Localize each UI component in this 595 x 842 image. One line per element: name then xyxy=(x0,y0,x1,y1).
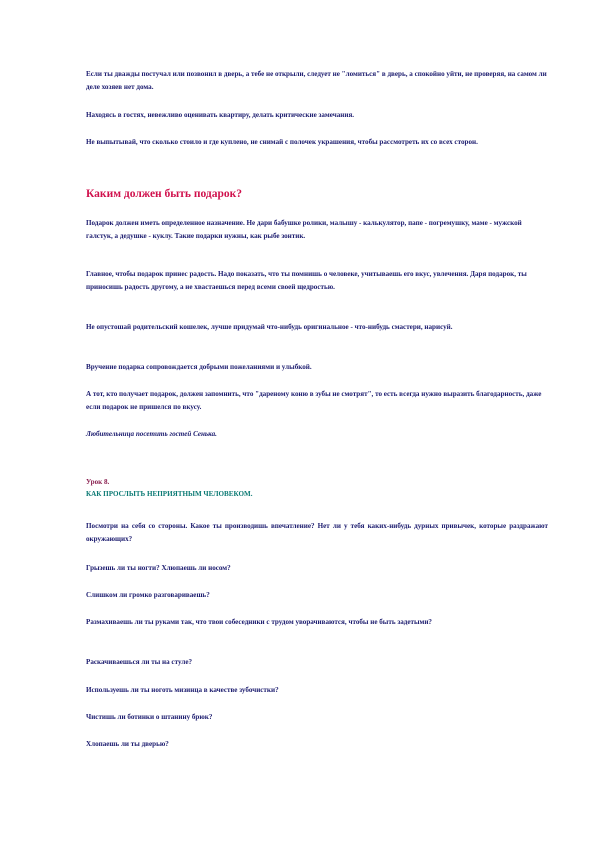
gift-paragraph-4: Вручение подарка сопровождается добрыми пожеланиями и улыбкой. xyxy=(86,363,312,371)
gift-paragraph-3: Не опустошай родительский кошелек, лучше придумай что-нибудь оригинальное - что-нибудь смастери, нарисуй. xyxy=(86,323,453,331)
intro-paragraph-1: Если ты дважды постучал или позвонил в дверь, а тебе не открыли, следует не "ломиться" в дверь, а спокойно уйти, не проверяя, на самом ли деле хозяев нет дома. xyxy=(86,70,547,91)
section-heading-gift: Каким должен быть подарок? xyxy=(86,188,243,200)
lesson-paragraph-6: Используешь ли ты ноготь мизинца в качестве зубочистки? xyxy=(86,686,279,694)
lesson-paragraph-3: Слишком ли громко разговариваешь? xyxy=(86,591,210,599)
lesson-paragraph-8: Хлопаешь ли ты дверью? xyxy=(86,740,169,748)
intro-paragraph-3: Не выпытывай, что сколько стоило и где куплено, не снимай с полочек украшения, чтобы рассмотреть их со всех сторон. xyxy=(86,138,478,146)
lesson-paragraph-1: Посмотри на себя со стороны. Какое ты производишь впечатление? Нет ли у тебя каких-нибудь дурных привычек, которые раздражают окружающих? xyxy=(86,522,548,543)
gift-closing-note: Любительница посетить гостей Сенька. xyxy=(86,430,217,438)
lesson-number: Урок 8. xyxy=(86,478,110,486)
gift-paragraph-5: А тот, кто получает подарок, должен запомнить, что "дареному коню в зубы не смотрят", то есть всегда нужно выразить благодарность, даже если подарок не пришелся по вкусу. xyxy=(86,390,542,411)
gift-paragraph-1: Подарок должен иметь определенное назначение. Не дари бабушке ролики, малышу - калькулятор, папе - погремушку, маме - мужской галстук, а дедушке - куклу. Такие подарки нужны, как рыбе зонтик. xyxy=(86,219,522,240)
intro-paragraph-2: Находясь в гостях, невежливо оценивать квартиру, делать критические замечания. xyxy=(86,111,355,119)
lesson-title: КАК ПРОСЛЫТЬ НЕПРИЯТНЫМ ЧЕЛОВЕКОМ. xyxy=(86,490,253,498)
gift-paragraph-2: Главное, чтобы подарок принес радость. Надо показать, что ты помнишь о человеке, учитываешь его вкус, увлечения. Даря подарок, ты приносишь радость другому, а не хвастаешься перед всеми своей щедростью. xyxy=(86,270,527,291)
lesson-paragraph-5: Раскачиваешься ли ты на стуле? xyxy=(86,658,193,666)
lesson-paragraph-2: Грызешь ли ты ногти? Хлюпаешь ли носом? xyxy=(86,564,231,572)
lesson-paragraph-7: Чистишь ли ботинки о штанину брюк? xyxy=(86,713,213,721)
lesson-paragraph-4: Размахиваешь ли ты руками так, что твои собеседники с трудом уворачиваются, чтобы не быть задетыми? xyxy=(86,618,432,626)
